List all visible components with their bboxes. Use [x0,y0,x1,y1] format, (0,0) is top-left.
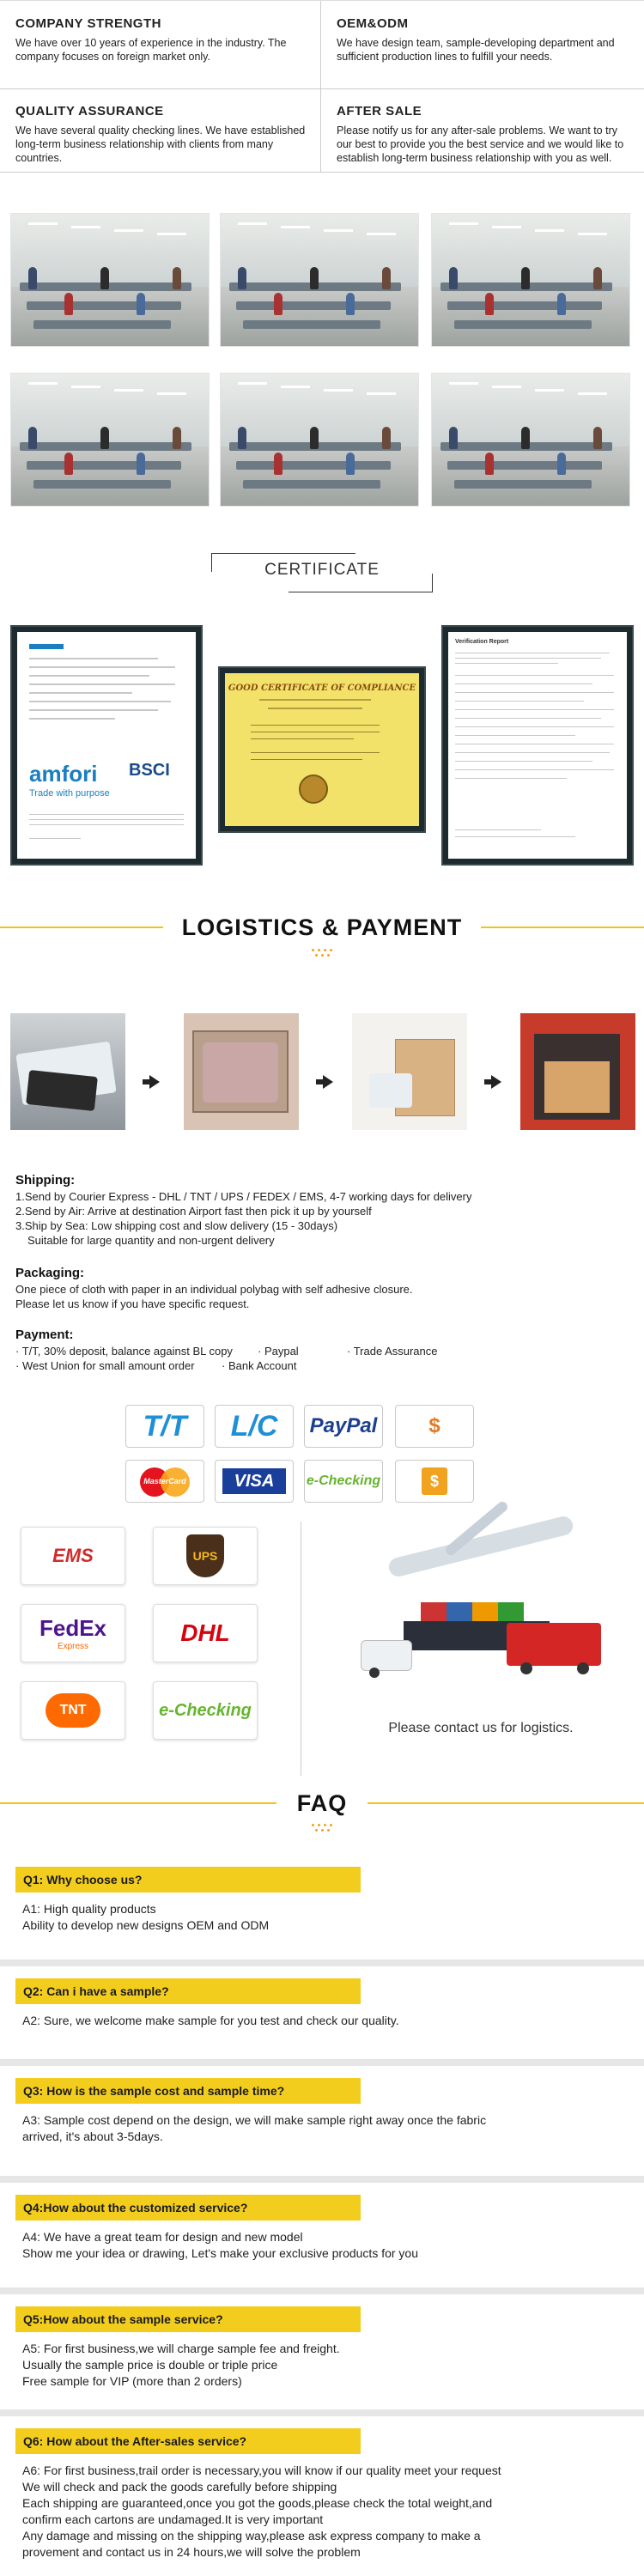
faq-separator [0,2287,644,2294]
factory-photo [431,213,630,347]
compliance-certificate [225,673,419,826]
strength-cell-oem [321,1,641,64]
ups-label: UPS [186,1534,224,1577]
strength-text: Please notify us for any after-sale problems. We want to try our best to provide you the best service and we would like to establish long-term business relationship with you as well. [337,125,624,164]
faq-answer [22,1901,623,1934]
photo-container-loading [520,1013,635,1130]
faq-answer [22,2341,623,2390]
verification-title: Verification Report [455,639,509,645]
tnt-logo [21,1681,125,1740]
faq-separator [0,1959,644,1966]
certificate-title: CERTIFICATE [264,561,380,579]
payment-heading: Payment: [15,1327,74,1342]
factory-photo [220,213,419,347]
faq-question: Q1: Why choose us? [23,1873,143,1886]
faq-answer [22,2463,623,2561]
bsci-tagline: Trade with purpose [29,788,110,799]
grid-divider [320,1,321,173]
payment-method: · West Union for small amount order [15,1359,195,1372]
factory-photo [220,373,419,507]
strength-title: QUALITY ASSURANCE [15,104,164,118]
logistics-title: LOGISTICS & PAYMENT [181,914,463,940]
bsci-certificate-frame [10,625,203,866]
fedex-sub: Express [57,1642,89,1651]
van-icon [361,1640,412,1671]
strength-cell-company [0,1,320,64]
grid-divider [0,172,644,173]
shipping-heading: Shipping: [15,1173,76,1188]
strength-title: AFTER SALE [337,104,422,118]
bsci-logo: BSCI [129,761,170,780]
compliance-certificate-frame [218,666,426,833]
lc-logo: L/C [215,1405,294,1448]
payment-method: · Paypal [258,1345,299,1358]
packaging-heading: Packaging: [15,1266,85,1280]
payment-row [15,1344,617,1358]
coin-hand-icon: $ [395,1405,474,1448]
compliance-title: GOOD CERTIFICATE OF COMPLIANCE [228,683,416,693]
transport-illustration [352,1520,627,1700]
truck-icon [507,1623,601,1666]
dots-ornament [312,1824,332,1834]
faq-answer-line: A3: Sample cost depend on the design, we will make sample right away once the fabric [22,2113,487,2127]
strength-cell-after-sale [321,88,641,165]
faq-answer-line: arrived, it's about 3-5days. [22,2129,163,2143]
verification-report [448,632,627,859]
dhl-logo: DHL [153,1604,258,1662]
packaging-line: Please let us know if you have specific request. [15,1297,250,1310]
faq-answer [22,2013,623,2029]
photo-warehouse-boxes [352,1013,467,1130]
faq-answer-line: A6: For first business,trail order is necessary,you will know if our quality meet your request [22,2464,501,2477]
payment-method: · Trade Assurance [347,1345,438,1358]
faq-answer-line: A2: Sure, we welcome make sample for you test and check our quality. [22,2014,399,2027]
paypal-logo: PayPal [304,1405,383,1448]
faq-question: Q4:How about the customized service? [23,2201,248,2215]
faq-answer-line: Each shipping are guaranteed,once you got the goods,please check the total weight,and [22,2496,493,2510]
mastercard-logo [125,1460,204,1503]
factory-photo [10,373,210,507]
faq-answer-line: Any damage and missing on the shipping way,please ask express company to make a [22,2529,481,2543]
strength-title: OEM&ODM [337,16,409,31]
faq-answer-line: provement and contact us in 24 hours,we will solve the problem [22,2545,361,2559]
dollar-tag-icon [395,1460,474,1503]
faq-question: Q3: How is the sample cost and sample time? [23,2084,285,2098]
arrow-right-icon [491,1075,501,1089]
shipping-line: 3.Ship by Sea: Low shipping cost and slow delivery (15 - 30days) [15,1219,338,1232]
faq-question: Q2: Can i have a sample? [23,1984,169,1998]
faq-answer-line: Show me your idea or drawing, Let's make your exclusive products for you [22,2246,419,2260]
faq-answer-line: We will check and pack the goods carefully before shipping [22,2480,337,2494]
faq-answer-line: Free sample for VIP (more than 2 orders) [22,2374,242,2388]
photo-packed-garments [10,1013,125,1130]
payment-block [15,1327,617,1373]
shipping-line: 1.Send by Courier Express - DHL / TNT / UPS / FEDEX / EMS, 4-7 working days for delivery [15,1190,472,1203]
visa-label: VISA [222,1468,286,1494]
faq-answer-line: A1: High quality products [22,1902,156,1916]
faq-separator [0,2059,644,2066]
dollar-tag-label: $ [422,1467,447,1495]
faq-separator [0,2409,644,2416]
verification-report-frame [441,625,634,866]
visa-logo [215,1460,294,1503]
seal-icon [299,775,328,804]
faq-question-bar [15,1867,361,1893]
packaging-line: One piece of cloth with paper in an individual polybag with self adhesive closure. [15,1283,413,1296]
faq-title: FAQ [296,1790,348,1816]
company-strength-grid [0,0,644,172]
faq-question: Q5:How about the sample service? [23,2312,223,2326]
certificate-heading [211,553,433,592]
photo-carton-box [184,1013,299,1130]
faq-answer [22,2229,623,2262]
payment-method: · Bank Account [222,1359,297,1372]
packaging-block [15,1266,617,1311]
fedex-label: FedEx [39,1615,107,1641]
faq-separator [0,2176,644,2183]
e-checking-logo: e-Checking [153,1681,258,1740]
ems-logo: EMS [21,1527,125,1585]
payment-method: · T/T, 30% deposit, balance against BL copy [15,1345,233,1358]
factory-photo [431,373,630,507]
arrow-right-icon [149,1075,160,1089]
strength-title: COMPANY STRENGTH [15,16,161,31]
faq-question: Q6: How about the After-sales service? [23,2434,247,2448]
factory-photo [10,213,210,347]
dots-ornament [312,949,332,959]
faq-question-bar [15,2306,361,2332]
logistics-contact-note: Please contact us for logistics. [388,1721,574,1735]
faq-question-bar [15,2078,361,2104]
ups-logo [153,1527,258,1585]
faq-answer-line: Ability to develop new designs OEM and ODM [22,1918,270,1932]
payment-row [15,1358,617,1373]
strength-text: We have several quality checking lines. We have established long-term business relationship with clients from many countries. [15,125,306,164]
strength-text: We have design team, sample-developing department and sufficient production lines to fulfill your needs. [337,37,615,63]
mastercard-label: MasterCard [143,1477,186,1485]
shipping-line: 2.Send by Air: Arrive at destination Airport fast then pick it up by yourself [15,1205,372,1218]
shipping-line: Suitable for large quantity and non-urgent delivery [27,1234,275,1247]
fedex-logo [21,1604,125,1662]
arrow-right-icon [323,1075,333,1089]
faq-answer-line: A5: For first business,we will charge sample fee and freight. [22,2342,340,2355]
logistics-heading [0,910,644,945]
faq-answer-line: confirm each cartons are undamaged.It is very important [22,2512,324,2526]
strength-cell-quality [0,88,320,165]
tt-logo: T/T [125,1405,204,1448]
faq-question-bar [15,2428,361,2454]
faq-answer-line: Usually the sample price is double or triple price [22,2358,278,2372]
faq-answer [22,2112,623,2145]
amfori-logo: amfori [29,761,98,787]
shipping-block [15,1173,617,1248]
faq-heading [0,1786,644,1820]
faq-question-bar [15,2195,361,2221]
e-checking-logo: e-Checking [304,1460,383,1503]
faq-question-bar [15,1978,361,2004]
bsci-certificate [17,632,196,859]
tnt-label: TNT [46,1693,100,1728]
strength-text: We have over 10 years of experience in the industry. The company focuses on foreign market only. [15,37,287,63]
faq-answer-line: A4: We have a great team for design and new model [22,2230,303,2244]
grid-divider [0,88,644,89]
